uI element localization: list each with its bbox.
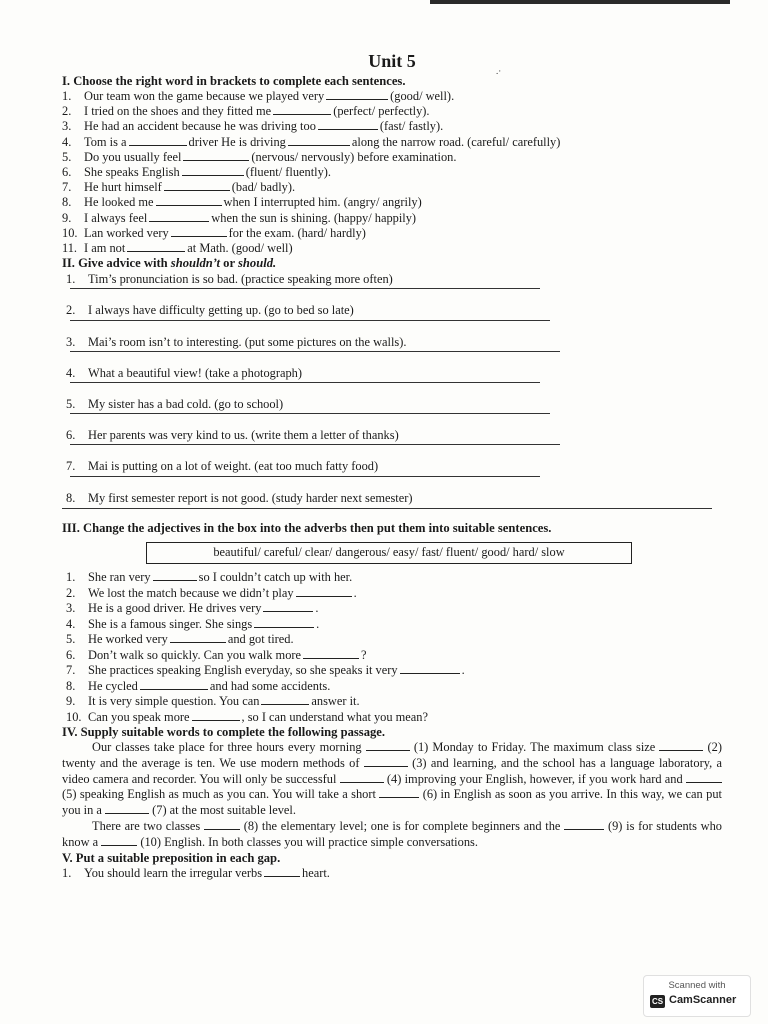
gap-5-blank[interactable]	[686, 772, 722, 783]
gap-8-blank[interactable]	[204, 819, 240, 830]
question-number: 5.	[66, 632, 76, 647]
question-text: He looked me	[84, 195, 154, 210]
question-text: Tim’s pronunciation is so bad. (practice speaking more often)	[88, 272, 393, 287]
question-row	[62, 180, 722, 195]
section-4-heading: IV. Supply suitable words to complete the following passage.	[62, 725, 386, 740]
answer-blank[interactable]	[140, 679, 208, 690]
question-hint: .	[316, 616, 320, 631]
adjective-box: beautiful/ careful/ clear/ dangerous/ easy/ fast/ fluent/ good/ hard/ slow	[146, 542, 632, 564]
question-text: Mai’s room isn’t to interesting. (put some pictures on the walls).	[88, 334, 407, 349]
gap-10-blank[interactable]	[101, 835, 137, 846]
question-hint: and had some accidents.	[209, 678, 331, 693]
section-3-list	[62, 570, 722, 725]
question-hint: when the sun is shining. (happy/ happily)	[211, 210, 417, 225]
question-text: She practices speaking English everyday, so she speaks it very	[88, 663, 398, 678]
question-number: 1.	[62, 89, 72, 103]
question-row	[66, 272, 722, 287]
question-text: My sister has a bad cold. (go to school)	[88, 397, 284, 412]
question-text: She speaks English	[84, 165, 180, 180]
question-row	[66, 694, 722, 710]
answer-blank[interactable]	[273, 104, 331, 115]
question-row	[66, 601, 722, 617]
question-row	[66, 632, 722, 648]
question-number: 8.	[66, 490, 76, 505]
passage-text: There are two classes	[92, 819, 201, 834]
question-text: My first semester report is not good. (study harder next semester)	[88, 490, 413, 505]
answer-blank[interactable]	[129, 135, 187, 146]
question-hint: ?	[361, 647, 367, 662]
question-row	[62, 104, 722, 119]
section-2-heading-mid: or	[220, 256, 238, 271]
question-number: 10.	[62, 225, 78, 240]
page-title: Unit 5	[368, 51, 416, 71]
speck-mark: .·	[496, 66, 502, 76]
question-number: 8.	[62, 195, 72, 210]
section-1-list	[62, 89, 722, 256]
answer-blank[interactable]	[164, 180, 230, 191]
question-number: 2.	[66, 303, 76, 318]
answer-line[interactable]	[62, 508, 712, 509]
gap-1-blank[interactable]	[366, 740, 410, 751]
question-row	[62, 165, 722, 180]
question-text: It is very simple question. You can	[88, 694, 260, 709]
section-2-heading-text: II. Give advice with	[62, 256, 171, 271]
question-number: 1.	[66, 570, 76, 585]
question-hint: (fluent/ fluently).	[245, 165, 332, 180]
badge-brand: CamScanner	[669, 994, 737, 1006]
answer-blank[interactable]	[288, 135, 350, 146]
question-text: Her parents was very kind to us. (write them a letter of thanks)	[88, 428, 399, 443]
question-row	[66, 710, 722, 726]
question-number: 3.	[62, 119, 72, 134]
question-hint: (nervous/ nervously) before examination.	[251, 149, 457, 164]
question-hint: so I couldn’t catch up with her.	[198, 570, 353, 585]
question-number: 11.	[62, 241, 78, 256]
question-number: 5.	[66, 397, 76, 412]
question-text: He hurt himself	[84, 180, 162, 195]
question-hint: .	[353, 585, 357, 600]
question-text: Don’t walk so quickly. Can you walk more	[88, 647, 302, 662]
answer-blank[interactable]	[261, 694, 309, 705]
question-row	[66, 586, 722, 602]
passage-paragraph-2	[62, 819, 722, 851]
question-row	[62, 211, 722, 226]
answer-line[interactable]	[70, 319, 550, 321]
question-text: Lan worked very	[84, 225, 169, 240]
question-number: 7.	[66, 663, 76, 678]
question-text: Can you speak more	[88, 709, 190, 724]
question-row	[66, 303, 722, 318]
question-text: He worked very	[88, 632, 168, 647]
badge-caption: Scanned with	[668, 980, 726, 991]
question-number: 3.	[66, 601, 76, 616]
gap-3-blank[interactable]	[364, 756, 408, 767]
question-text: What a beautiful view! (take a photograph)	[88, 365, 302, 380]
answer-blank[interactable]	[156, 195, 222, 206]
question-hint: along the narrow road. (careful/ carefully)	[351, 134, 561, 149]
passage-text: (7) at the most suitable level.	[152, 803, 296, 818]
question-number: 4.	[62, 134, 72, 149]
question-text: I tried on the shoes and they fitted me	[84, 104, 272, 119]
question-row	[66, 570, 722, 586]
question-row	[62, 195, 722, 210]
answer-blank[interactable]	[326, 89, 388, 100]
question-number: 6.	[66, 647, 76, 662]
question-number: 2.	[62, 104, 72, 119]
answer-line[interactable]	[70, 287, 540, 289]
passage-text: (2) twenty and the average is ten. We use modern methods of	[62, 740, 722, 770]
answer-blank[interactable]	[171, 226, 227, 237]
question-text: Do you usually feel	[84, 149, 182, 164]
question-text: I am not	[84, 241, 126, 256]
gap-7-blank[interactable]	[105, 803, 149, 814]
question-text: He is a good driver. He drives very	[88, 601, 262, 616]
gap-4-blank[interactable]	[340, 772, 384, 783]
question-number: 4.	[66, 365, 76, 380]
answer-line[interactable]	[70, 443, 560, 445]
question-hint: .	[461, 663, 465, 678]
passage-paragraph-1	[62, 740, 722, 819]
question-number: 9.	[62, 210, 72, 225]
worksheet	[62, 50, 722, 881]
question-number: 8.	[66, 678, 76, 693]
gap-6-blank[interactable]	[379, 787, 419, 798]
answer-line[interactable]	[70, 381, 540, 383]
question-row	[62, 89, 722, 104]
answer-line[interactable]	[70, 475, 540, 477]
answer-blank[interactable]	[170, 632, 226, 643]
question-row	[66, 617, 722, 633]
question-text: Mai is putting on a lot of weight. (eat too much fatty food)	[88, 459, 379, 474]
answer-blank[interactable]	[400, 663, 460, 674]
question-number: 6.	[62, 165, 72, 180]
question-row	[62, 135, 722, 150]
question-number: 1.	[62, 865, 72, 880]
question-text: You should learn the irregular verbs	[84, 865, 263, 880]
answer-blank[interactable]	[296, 586, 352, 597]
answer-blank[interactable]	[254, 617, 314, 628]
passage-text: (10) English. In both classes you will practice simple conversations.	[140, 834, 478, 849]
answer-blank[interactable]	[303, 648, 359, 659]
question-hint: driver He is driving	[188, 134, 286, 149]
question-hint: heart.	[302, 865, 330, 880]
question-text: I always have difficulty getting up. (go to bed so late)	[88, 303, 354, 318]
question-text: I always feel	[84, 210, 148, 225]
question-number: 7.	[66, 459, 76, 474]
answer-line[interactable]	[70, 350, 560, 352]
question-row	[66, 459, 722, 474]
section-2-heading-em1: shouldn’t	[170, 256, 221, 271]
passage-text: (5) speaking English as much as you can. You will take a short	[62, 787, 376, 802]
answer-blank[interactable]	[264, 866, 300, 877]
question-number: 4.	[66, 616, 76, 631]
question-text: She ran very	[88, 570, 151, 585]
question-text: Our team won the game because we played very	[84, 89, 325, 103]
question-text: We lost the match because we didn’t play	[88, 585, 294, 600]
answer-blank[interactable]	[149, 211, 209, 222]
camscanner-logo-icon: CS	[651, 997, 664, 1006]
question-text: She is a famous singer. She sings	[88, 616, 253, 631]
question-row	[62, 241, 722, 256]
passage-text: (8) the elementary level; one is for complete beginners and the	[243, 819, 561, 834]
question-number: 1.	[66, 272, 76, 287]
answer-blank[interactable]	[127, 241, 185, 252]
question-hint: .	[315, 601, 319, 616]
question-text: He cycled	[88, 678, 138, 693]
question-row	[66, 491, 722, 506]
question-row	[62, 150, 722, 165]
answer-blank[interactable]	[318, 119, 378, 130]
question-row	[62, 226, 722, 241]
passage-text: (6) in English as soon as you arrive. In this way, we can put you in a	[62, 787, 722, 818]
question-number: 3.	[66, 334, 76, 349]
section-5-list	[62, 866, 722, 881]
question-hint: when I interrupted him. (angry/ angrily)	[223, 195, 422, 210]
question-number: 7.	[62, 180, 72, 195]
question-hint: (good/ well).	[390, 89, 455, 103]
question-row	[66, 366, 722, 381]
question-text: He had an accident because he was driving too	[84, 119, 316, 134]
passage-text: (4) improving your English, however, if you work hard and	[386, 771, 683, 786]
question-number: 2.	[66, 585, 76, 600]
question-hint: (bad/ badly).	[231, 180, 296, 195]
section-2-heading-em2: should.	[238, 256, 277, 271]
question-number: 9.	[66, 694, 76, 709]
passage-text: (3) and learning, and the school has a language laboratory, a video camera and recorder. You will only be successful	[62, 755, 722, 786]
question-row	[66, 335, 722, 350]
question-hint: (fast/ fastly).	[379, 119, 444, 134]
answer-blank[interactable]	[153, 570, 197, 581]
section-1-heading: I. Choose the right word in brackets to complete each sentences.	[62, 74, 406, 88]
answer-blank[interactable]	[263, 601, 313, 612]
section-3-heading: III. Change the adjectives in the box into the adverbs then put them into suitable sentences.	[62, 520, 552, 535]
question-hint: answer it.	[311, 694, 360, 709]
section-2-heading	[62, 256, 722, 271]
gap-2-blank[interactable]	[659, 740, 703, 751]
question-text: Tom is a	[84, 134, 127, 149]
answer-blank[interactable]	[182, 165, 244, 176]
question-number: 10.	[66, 709, 82, 724]
question-row	[66, 679, 722, 695]
answer-blank[interactable]	[192, 710, 240, 721]
camscanner-badge	[643, 975, 751, 1017]
question-row	[66, 663, 722, 679]
question-hint: , so I can understand what you mean?	[241, 709, 429, 724]
question-row	[62, 866, 722, 881]
answer-line[interactable]	[70, 412, 550, 414]
question-row	[66, 397, 722, 412]
passage-text: Our classes take place for three hours every morning	[92, 740, 362, 755]
question-row	[62, 119, 722, 134]
answer-blank[interactable]	[183, 150, 249, 161]
section-5-heading: V. Put a suitable preposition in each gap.	[62, 850, 281, 865]
gap-9-blank[interactable]	[564, 819, 604, 830]
question-hint: (perfect/ perfectly).	[333, 104, 430, 119]
question-hint: for the exam. (hard/ hardly)	[228, 225, 366, 240]
question-number: 5.	[62, 149, 72, 164]
question-hint: at Math. (good/ well)	[187, 241, 293, 256]
passage-text: (9) is for students who know a	[62, 819, 722, 849]
section-2-list	[62, 272, 722, 509]
passage-text: (1) Monday to Friday. The maximum class size	[413, 740, 656, 755]
question-number: 6.	[66, 428, 76, 443]
question-hint: and got tired.	[227, 632, 294, 647]
question-row	[66, 648, 722, 664]
scan-edge-shadow	[430, 0, 730, 4]
question-row	[66, 428, 722, 443]
